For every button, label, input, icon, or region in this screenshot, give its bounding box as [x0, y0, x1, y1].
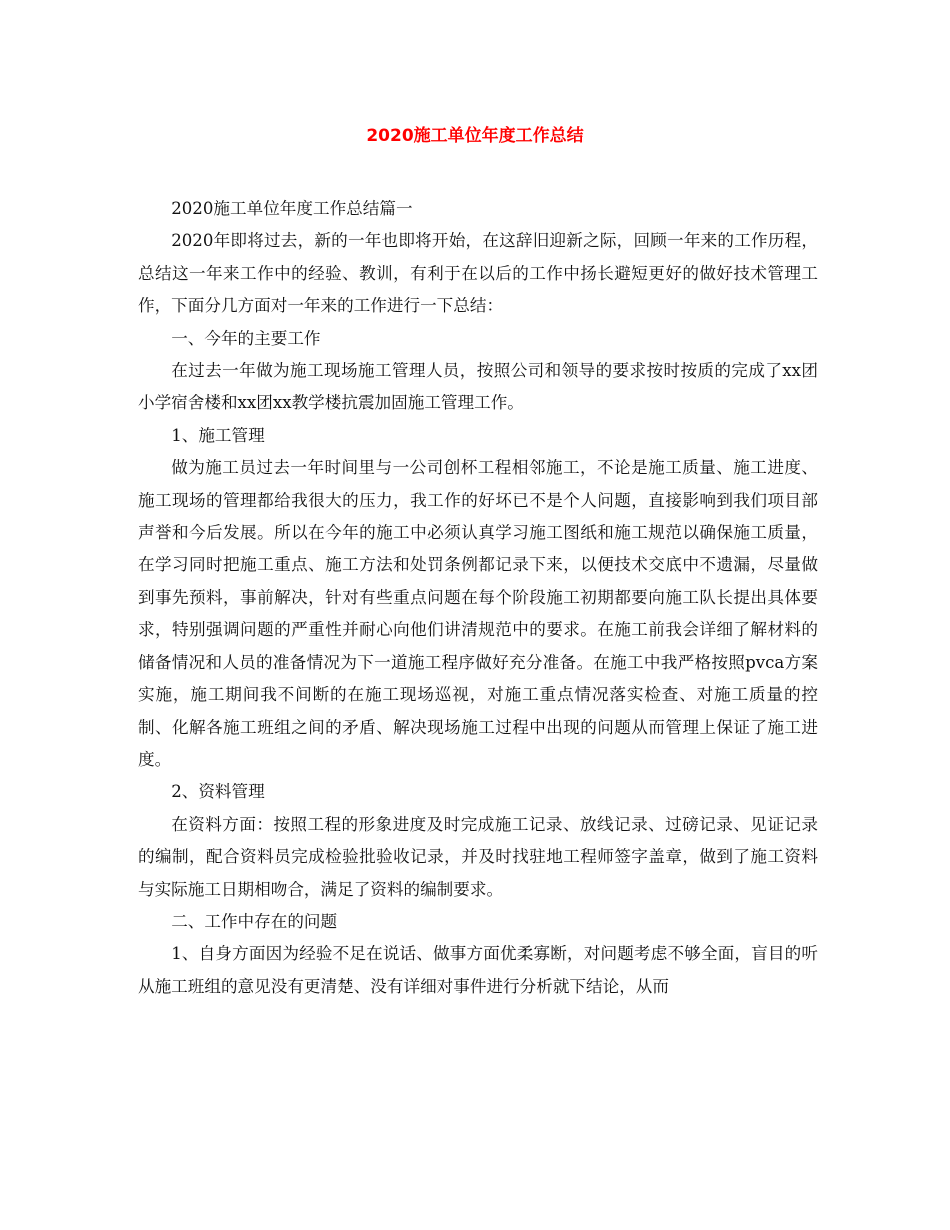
paragraph-subtitle: 2020施工单位年度工作总结篇一: [171, 199, 413, 218]
heading-document-management: 2、资料管理: [171, 782, 265, 802]
paragraph-document-management: 在资料方面：按照工程的形象进度及时完成施工记录、放线记录、过磅记录、见证记录的编制，配合资料员完成检验批验收记录，并及时找驻地工程师签字盖章，做到了施工资料与实际施工日期相吻合，满足了资料的编制要求。: [138, 814, 818, 899]
heading-construction-management: 1、施工管理: [171, 425, 265, 445]
paragraph-intro: 2020年即将过去，新的一年也即将开始，在这辞旧迎新之际，回顾一年来的工作历程，总结这一年来工作中的经验、教训，有利于在以后的工作中扬长避短更好的做好技术管理工作，下面分几方面对一年来的工作进行一下总结：: [138, 231, 818, 316]
paragraph-construction-management: 做为施工员过去一年时间里与一公司创杯工程相邻施工，不论是施工质量、施工进度、施工现场的管理都给我很大的压力，我工作的好坏已不是个人问题，直接影响到我们项目部声誉和今后发展。所以在今年的施工中必须认真学习施工图纸和施工规范以确保施工质量，在学习同时把施工重点、施工方法和处罚条例都记录下来，以便技术交底中不遗漏，尽量做到事先预料，事前解决，针对有些重点问题在每个阶段施工初期都要向施工队长提出具体要求，特别强调问题的严重性并耐心向他们讲清规范中的要求。在施工前我会详细了解材料的储备情况和人员的准备情况为下一道施工程序做好充分准备。在施工中我严格按照pvca方案实施，施工期间我不间断的在施工现场巡视，对施工重点情况落实检查、对施工质量的控制、化解各施工班组之间的矛盾、解决现场施工过程中出现的问题从而管理上保证了施工进度。: [138, 458, 818, 769]
paragraph-main-work: 在过去一年做为施工现场施工管理人员，按照公司和领导的要求按时按质的完成了xx团小学宿舍楼和xx团xx教学楼抗震加固施工管理工作。: [138, 361, 818, 413]
heading-problems: 二、工作中存在的问题: [171, 911, 338, 931]
document-title: 2020施工单位年度工作总结: [366, 126, 584, 146]
paragraph-problems: 1、自身方面因为经验不足在说话、做事方面优柔寡断，对问题考虑不够全面，盲目的听从施工班组的意见没有更清楚、没有详细对事件进行分析就下结论，从而: [138, 944, 818, 996]
heading-main-work: 一、今年的主要工作: [171, 328, 321, 348]
document-body: [138, 193, 818, 1003]
